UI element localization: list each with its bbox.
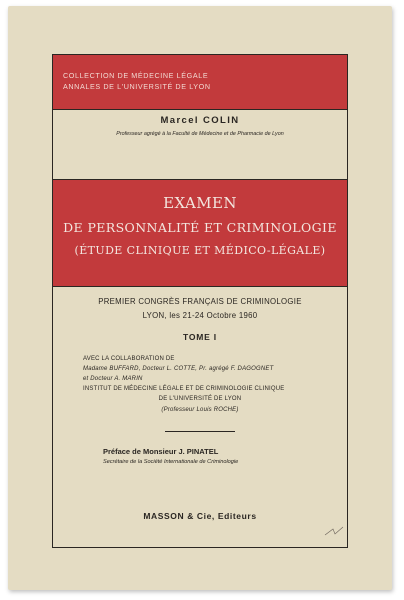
institute-line-2: DE L'UNIVERSITÉ DE LYON: [158, 396, 242, 402]
preface-line: Préface de Monsieur J. PINATEL: [103, 447, 219, 456]
congress-line-1: PREMIER CONGRÈS FRANÇAIS DE CRIMINOLOGIE: [98, 297, 302, 306]
collection-band: [53, 55, 347, 110]
cover-frame: [52, 54, 348, 548]
institute-professor: (Professeur Louis ROCHE): [161, 407, 239, 413]
collection-line-1: COLLECTION DE MÉDECINE LÉGALE: [63, 71, 209, 80]
collaboration-names-1: Madame BUFFARD, Docteur L. COTTE, Pr. agrégé F. DAGOGNET: [83, 366, 274, 372]
tome-label: TOME I: [183, 332, 217, 342]
institute-line-1: INSTITUT DE MÉDECINE LÉGALE ET DE CRIMINOLOGIE CLINIQUE: [83, 386, 285, 392]
pencil-scribble: [323, 525, 353, 537]
preface-role: Secrétaire de la Société Internationale de Criminologie: [103, 459, 239, 465]
title-band: [53, 179, 347, 287]
title-line-2: DE PERSONNALITÉ ET CRIMINOLOGIE: [63, 220, 337, 235]
collaboration-names-2: et Docteur A. MARIN: [83, 376, 143, 382]
author-title: Professeur agrégé à la Faculté de Médecine et de Pharmacie de Lyon: [116, 131, 284, 137]
book-cover: [8, 6, 392, 590]
author-name: Marcel COLIN: [160, 115, 240, 126]
collaboration-intro: AVEC LA COLLABORATION DE: [83, 356, 175, 362]
publisher: MASSON & Cie, Editeurs: [143, 511, 257, 521]
title-line-1: EXAMEN: [163, 194, 237, 212]
title-line-3: (ÉTUDE CLINIQUE ET MÉDICO-LÉGALE): [74, 244, 326, 257]
collection-line-2: ANNALES DE L'UNIVERSITÉ DE LYON: [63, 82, 211, 91]
separator-rule: [165, 431, 235, 432]
congress-line-2: LYON, les 21-24 Octobre 1960: [142, 311, 258, 320]
